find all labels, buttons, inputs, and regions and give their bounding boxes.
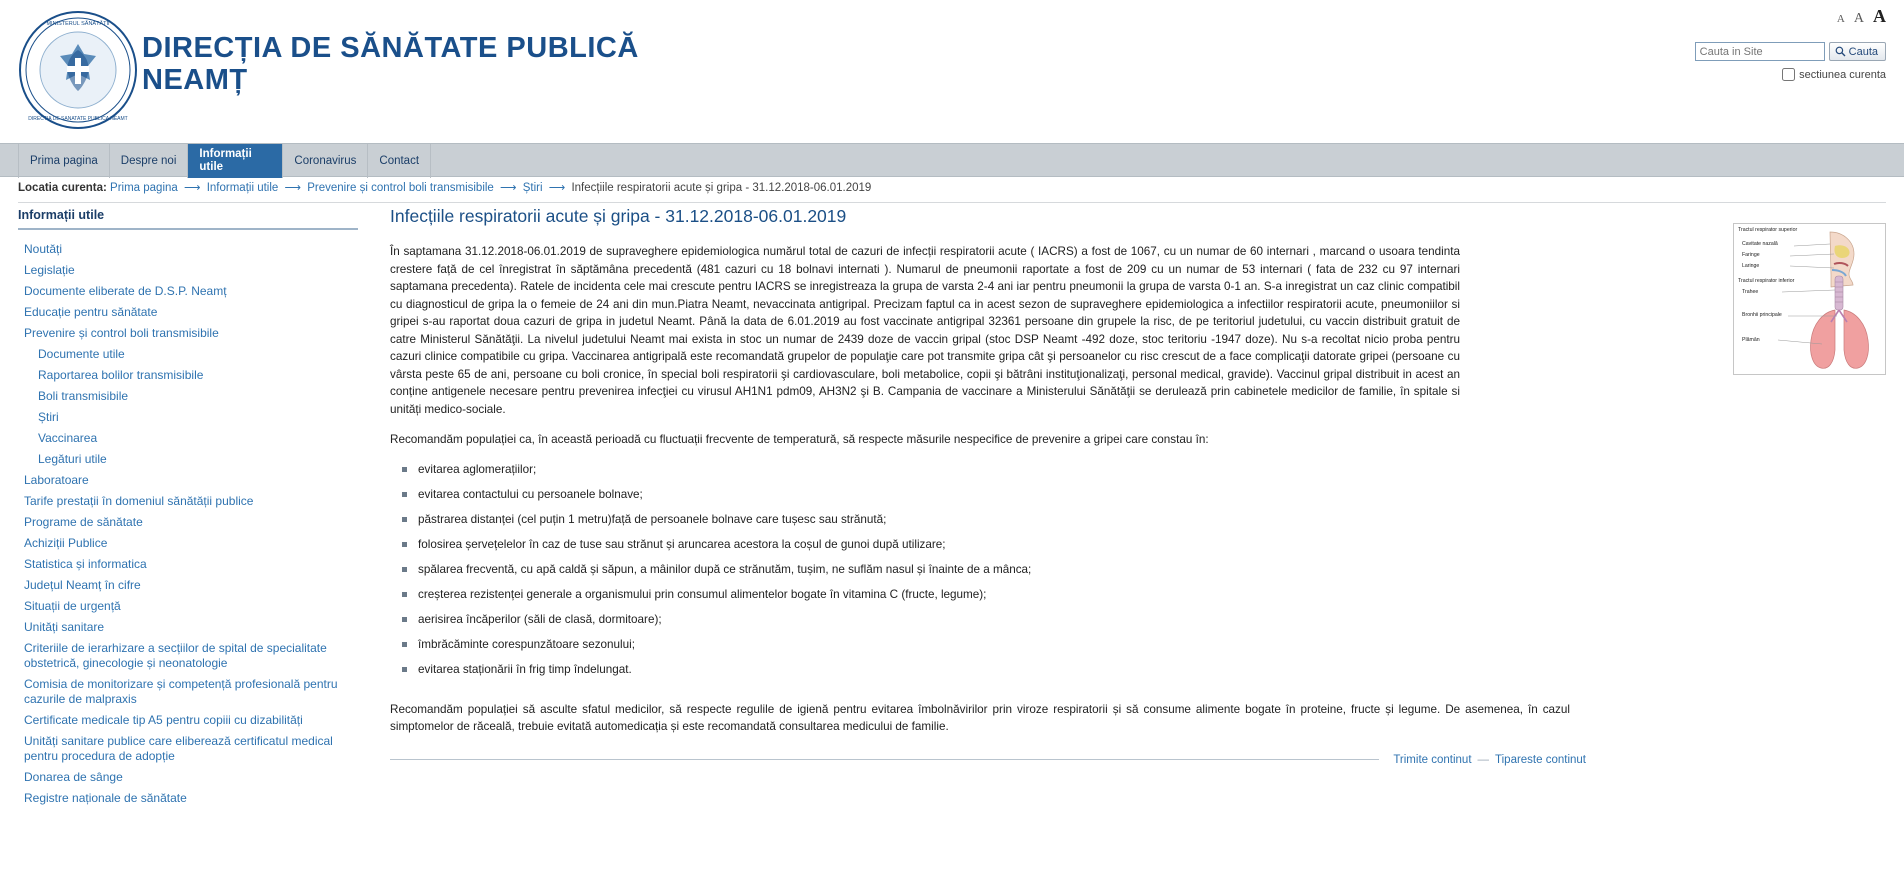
- sidebar-item-laboratoare[interactable]: Laboratoare: [24, 473, 89, 487]
- article-actions: [390, 754, 1586, 766]
- breadcrumb-arrow-icon: ⟶: [184, 182, 201, 194]
- sidebar-item-vaccinarea[interactable]: Vaccinarea: [38, 431, 98, 445]
- sidebar-item-educatie-sanatate[interactable]: Educație pentru sănătate: [24, 305, 158, 319]
- list-item: creșterea rezistenței generale a organismului prin consumul alimentelor bogate în vitamina C (fructe, legume);: [402, 587, 1886, 612]
- figure-label-larynx: Laringe: [1742, 263, 1760, 269]
- current-section-label: sectiunea curenta: [1799, 68, 1886, 81]
- breadcrumb-arrow-icon: ⟶: [500, 182, 517, 194]
- breadcrumb-item-home[interactable]: Prima pagina: [110, 182, 178, 194]
- sidebar-item-achizitii-publice[interactable]: Achiziții Publice: [24, 536, 108, 550]
- svg-text:MINISTERUL SĂNĂTĂȚII: MINISTERUL SĂNĂTĂȚII: [46, 21, 110, 27]
- breadcrumb: [18, 180, 1886, 203]
- send-content-button[interactable]: Trimite continut: [1393, 753, 1472, 766]
- sidebar-item-unitati-adoptie[interactable]: Unități sanitare publice care eliberează certificatul medical pentru procedura de adopție: [24, 734, 333, 763]
- dsp-logo[interactable]: [18, 10, 138, 130]
- sidebar-item-raportarea-bolilor[interactable]: Raportarea bolilor transmisibile: [38, 368, 204, 382]
- current-section-checkbox[interactable]: [1782, 68, 1795, 81]
- nav-item-label: Prima pagina: [30, 154, 98, 167]
- article: [390, 205, 1886, 766]
- sidebar-item-noutati[interactable]: Noutăți: [24, 242, 63, 256]
- font-size-large-button[interactable]: A: [1873, 6, 1886, 26]
- list-item: evitarea contactului cu persoanele bolnave;: [402, 487, 1886, 512]
- sidebar-item-comisia-malpraxis[interactable]: Comisia de monitorizare și competență profesională pentru cazurile de malpraxis: [24, 677, 338, 706]
- nav-item-label: Despre noi: [120, 154, 177, 167]
- breadcrumb-current: Infecțiile respiratorii acute și gripa - 31.12.2018-06.01.2019: [571, 182, 872, 194]
- breadcrumb-item-informatii-utile[interactable]: Informații utile: [206, 182, 279, 194]
- page-title: Infecțiile respiratorii acute și gripa - 31.12.2018-06.01.2019: [390, 206, 847, 226]
- sidebar-item-tarife-prestatii[interactable]: Tarife prestații în domeniul sănătății publice: [24, 494, 254, 508]
- figure-label-trachea: Trahee: [1742, 289, 1759, 295]
- sidebar-item-boli-transmisibile[interactable]: Boli transmisibile: [38, 389, 129, 403]
- divider: [390, 759, 1379, 760]
- sidebar-item-donarea-sange[interactable]: Donarea de sânge: [24, 770, 123, 784]
- breadcrumb-item-stiri[interactable]: Știri: [522, 182, 543, 194]
- list-item: evitarea staționării în frig timp îndelungat.: [402, 662, 1886, 687]
- sidebar-item-criterii-ierarhizare[interactable]: Criteriile de ierarhizare a secțiilor de spital de specialitate obstetrică, ginecologie și neonatologie: [24, 641, 327, 670]
- list-item: spălarea frecventă, cu apă caldă și săpun, a mâinilor după ce strănutăm, tușim, ne suflăm nasul și înainte de a mânca;: [402, 562, 1886, 587]
- sidebar-item-legaturi-utile[interactable]: Legături utile: [38, 452, 107, 466]
- list-item: folosirea șervețelelor în caz de tuse sau strănut și aruncarea acestora la coșul de gunoi după utilizare;: [402, 537, 1886, 562]
- sidebar-item-certificate-a5[interactable]: Certificate medicale tip A5 pentru copiii cu dizabilități: [24, 713, 303, 727]
- list-item: evitarea aglomerațiilor;: [402, 462, 1886, 487]
- site-header: [0, 0, 1904, 143]
- article-intro-paragraph: În saptamana 31.12.2018-06.01.2019 de supraveghere epidemiologica numărul total de cazuri de infecții respiratorii acute ( IACRS) a fost de 1067, cu un numar de 60 internari , marcand o usoara tendinta crestere față de cel înregistrat în săptămâna precedentă (481 cazuri cu 18 bolnavi internati ). Numarul de pneumonii raportate a fost de 209 cu un numar de 53 internari ( fata de 232 cu 97 internari saptamana precedenta). Ratele de incidenta cele mai crescute pentru IACRS se inregistreaza la grupa de varsta 2-4 ani iar pentru pneumonii la grupa de varsta 0-1 an. S-a inregistrat un caz clinic compatibil cu diagnosticul de gripa la o femeie de 24 ani din mun.Piatra Neamt, nevaccinata antigripal. Precizam faptul ca in acest sezon de supraveghere epidemiologica a infectiilor respiratorii acute, pneumoniilor si gripei s-au raportat doua cazuri de gripa in judetul Neamt. Până la data de 6.01.2019 au fost vaccinate antigripal 32361 persoane din grupele la risc, de pe teritoriul judetului, cu vaccin distribuit gratuit de catre Ministerul Sănătăţii. La nivelul judetului Neamt mai exista in stoc un numar de 2439 doze de vaccin gripal (stoc DSP Neamt -492 doze, stoc teritoriu -1947 doze). Nu s-a recoltat nicio proba pentru cazuri clinice compatibile cu gripa. Vaccinarea antigripală este recomandată grupelor de populaţie care pot transmite gripa cât şi persoanelor cu risc crescut de a face complicaţii datorate gripei (persoane cu vârsta peste 65 de ani, persoane cu boli cronice, în special boli respiratorii şi cardiovasculare, boli metabolice, copii şi bătrâni instituţionalizaţi, personal medical, gravide). Vaccinul gripal distribuit in acest an conține antigenele necesare pentru prevenirea infecţiei cu virusul AH1N1 pdm09, AH3N2 şi B. Campania de vaccinare a Ministerului Sănătăţii se derulează prin cabinetele medicilor de familie, în spitale si unități medico-sociale.: [390, 245, 1460, 416]
- site-title-line1: DIRECȚIA DE SĂNĂTATE PUBLICĂ: [142, 32, 639, 64]
- search-button[interactable]: [1829, 42, 1886, 61]
- figure-label-nasal-cavity: Cavitate nazală: [1742, 241, 1778, 247]
- main-navigation: [0, 143, 1904, 177]
- nav-item-label: Informații utile: [199, 148, 252, 173]
- list-item: aerisirea încăperilor (săli de clasă, dormitoare);: [402, 612, 1886, 637]
- nav-item-coronavirus[interactable]: [283, 144, 368, 178]
- figure-group-upper-label: Tractul respirator superior: [1738, 227, 1798, 233]
- nav-item-label: Coronavirus: [294, 154, 357, 167]
- sidebar-item-documente-utile[interactable]: Documente utile: [38, 347, 125, 361]
- figure-group-lower-label: Tractul respirator inferior: [1738, 278, 1795, 284]
- svg-text:DIRECTIA DE SANATATE PUBLICA N: DIRECTIA DE SANATATE PUBLICA NEAMT: [28, 116, 128, 122]
- print-content-button[interactable]: Tipareste continut: [1495, 753, 1586, 766]
- site-title: [142, 32, 639, 96]
- breadcrumb-arrow-icon: ⟶: [548, 182, 566, 194]
- search-button-label: Cauta: [1848, 45, 1878, 58]
- nav-item-contact[interactable]: [368, 144, 431, 178]
- breadcrumb-arrow-icon: ⟶: [284, 182, 301, 194]
- nav-item-label: Contact: [379, 154, 420, 167]
- site-title-line2: NEAMȚ: [142, 64, 248, 96]
- figure-label-bronchi: Bronhii principale: [1742, 312, 1782, 318]
- search-area: [1676, 42, 1886, 81]
- nav-item-informatii-utile[interactable]: [188, 144, 283, 178]
- font-size-medium-button[interactable]: A: [1853, 11, 1864, 26]
- sidebar-item-registre-nationale[interactable]: Registre naționale de sănătate: [24, 791, 187, 805]
- sidebar-item-statistica-informatica[interactable]: Statistica și informatica: [24, 557, 147, 571]
- search-input[interactable]: [1695, 42, 1825, 61]
- sidebar-item-documente-eliberate[interactable]: Documente eliberate de D.S.P. Neamț: [24, 284, 227, 298]
- nav-item-despre-noi[interactable]: [110, 144, 189, 178]
- sidebar-item-unitati-sanitare[interactable]: Unități sanitare: [24, 620, 105, 634]
- figure-label-lung: Plămân: [1742, 337, 1760, 343]
- search-icon: [1835, 46, 1846, 57]
- figure-label-pharynx: Faringe: [1742, 252, 1760, 258]
- sidebar-item-judetul-neamt-cifre[interactable]: Județul Neamț în cifre: [24, 578, 141, 592]
- font-size-small-button[interactable]: A: [1836, 13, 1845, 25]
- breadcrumb-item-prevenire[interactable]: Prevenire și control boli transmisibile: [307, 182, 494, 194]
- sidebar-item-prevenire-control[interactable]: Prevenire și control boli transmisibile: [24, 326, 219, 340]
- sidebar-item-stiri[interactable]: Știri: [38, 410, 59, 424]
- list-item: păstrarea distanței (cel puțin 1 metru)față de persoanele bolnave care tușesc sau strănută;: [402, 512, 1886, 537]
- sidebar-item-programe-sanatate[interactable]: Programe de sănătate: [24, 515, 143, 529]
- article-closing-paragraph: Recomandăm populației să asculte sfatul medicilor, să respecte regulile de igienă pentru evitarea îmbolnăvirilor prin viroze respiratorii și să consume alimente bogate în proteine, fructe și legume. De asemenea, în cazul simptomelor de răceală, trebuie evitată automedicația și este recomandată consultarea medicului de familie.: [390, 702, 1570, 733]
- sidebar-item-legislatie[interactable]: Legislație: [24, 263, 75, 277]
- sidebar-item-situatii-urgenta[interactable]: Situații de urgență: [24, 599, 121, 613]
- sidebar: [18, 208, 358, 809]
- breadcrumb-label: Locatia curenta:: [18, 182, 107, 194]
- nav-item-prima-pagina[interactable]: [18, 144, 110, 178]
- list-item: îmbrăcăminte corespunzătoare sezonului;: [402, 637, 1886, 662]
- sidebar-title: Informații utile: [18, 208, 358, 230]
- action-separator: —: [1477, 753, 1490, 766]
- prevention-measures-list: [390, 462, 1886, 687]
- recommendation-intro: Recomandăm populației ca, în această perioadă cu fluctuații frecvente de temperatură, să respecte măsurile nespecifice de prevenire a gripei care constau în:: [390, 433, 1209, 446]
- respiratory-tract-figure: [1733, 223, 1886, 375]
